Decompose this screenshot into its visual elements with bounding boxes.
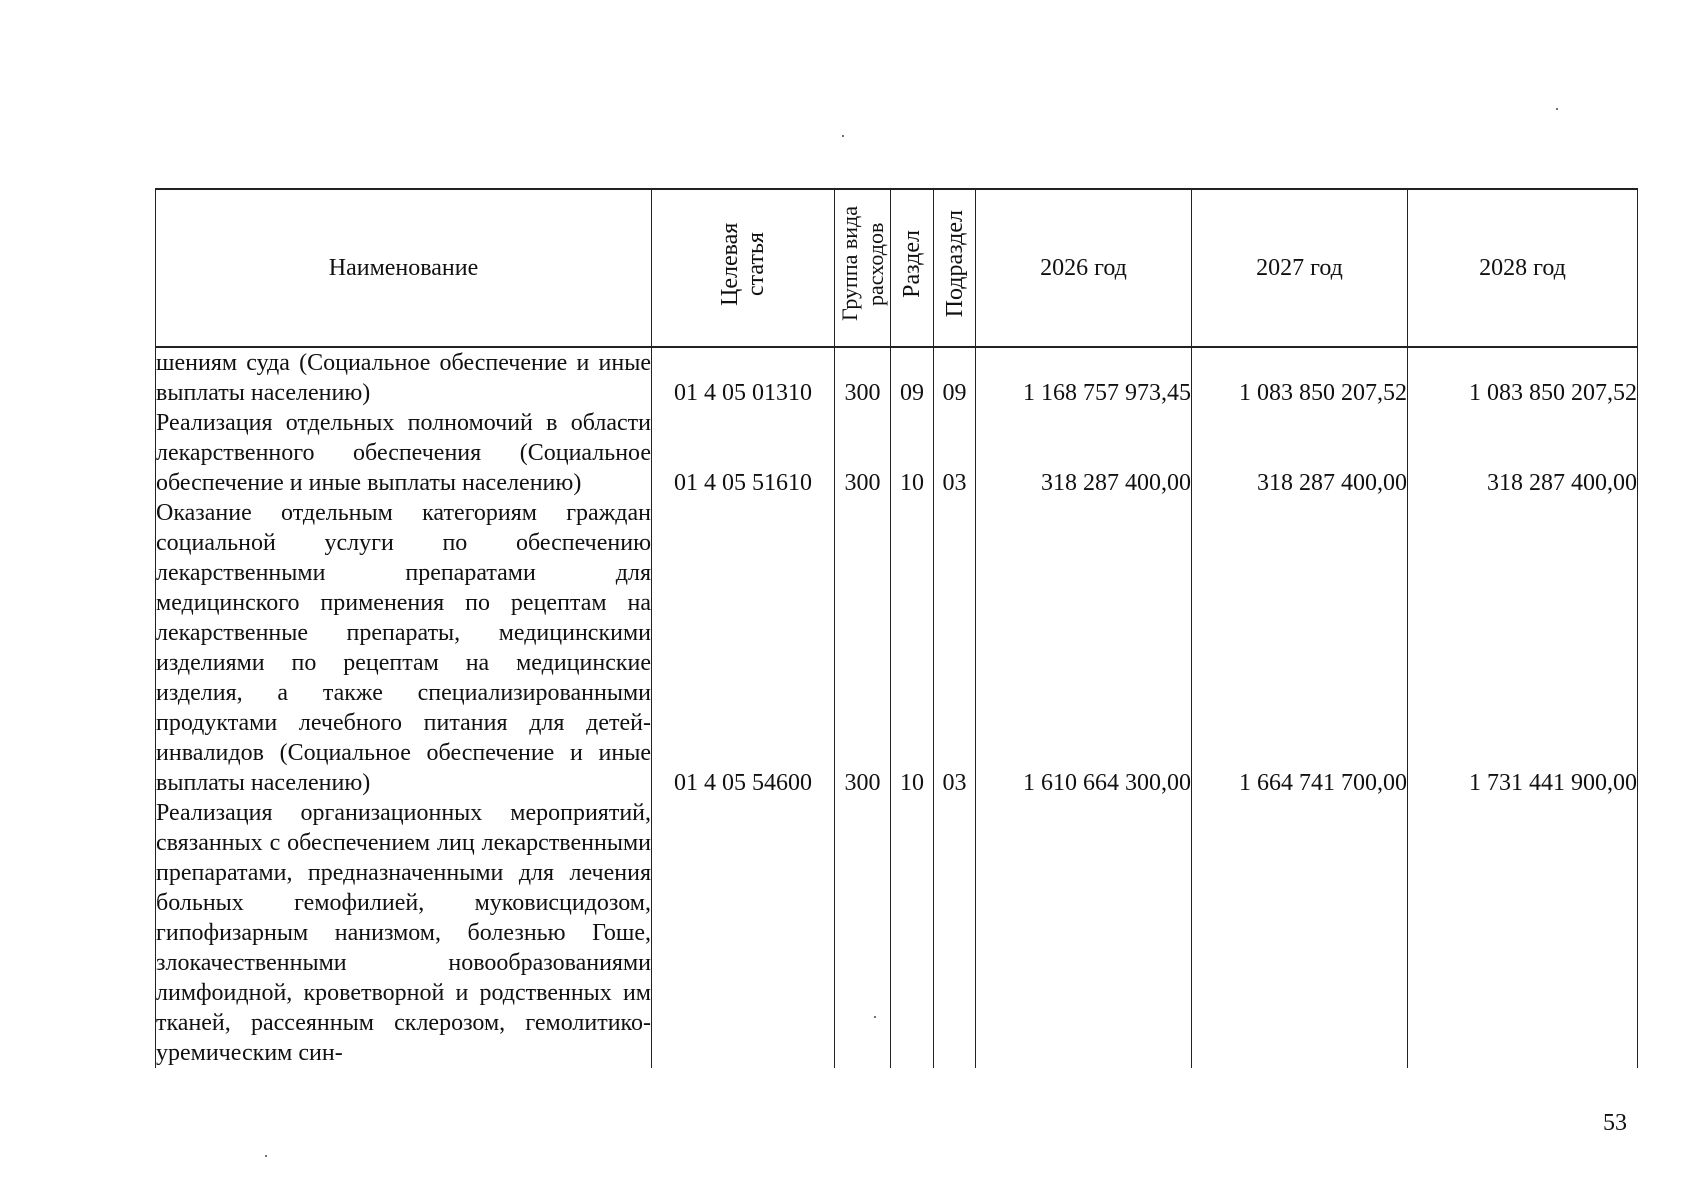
row-target-article: 01 4 05 01310 — [652, 347, 835, 408]
row-expense-group — [835, 798, 891, 1068]
page-number: 53 — [1603, 1110, 1627, 1136]
row-name: Реализация отдельных полномочий в области лекарственного обеспечения (Социальное обеспечение и иные выплаты населению) — [156, 410, 651, 496]
row-subsection: 03 — [934, 498, 976, 798]
header-2026: 2026 год — [976, 189, 1192, 347]
header-target-article: Целевая статья — [717, 222, 769, 306]
table-row — [156, 798, 1638, 1068]
row-section: 10 — [891, 408, 934, 498]
row-2028: 318 287 400,00 — [1408, 408, 1638, 498]
row-section: 10 — [891, 498, 934, 798]
scan-speck — [842, 135, 844, 137]
header-2027: 2027 год — [1192, 189, 1408, 347]
budget-table — [155, 188, 1638, 1068]
row-name: шениям суда (Социальное обеспечение и иные выплаты населению) — [156, 347, 652, 408]
scan-speck — [874, 1016, 876, 1018]
row-subsection: 09 — [934, 347, 976, 408]
header-section: Раздел — [899, 230, 925, 298]
row-2026: 1 610 664 300,00 — [976, 498, 1192, 798]
table-row — [156, 408, 1638, 498]
scan-speck — [265, 1155, 267, 1157]
row-2027: 1 664 741 700,00 — [1192, 498, 1408, 798]
table-header-row — [156, 189, 1638, 347]
row-subsection: 03 — [934, 408, 976, 498]
row-name: Оказание отдельным категориям граждан социальной услуги по обеспечению лекарственными препаратами для медицинского применения по рецептам на лекарственные препараты, медицинскими изделиями по рецептам на медицинские изделия, а также специализированными продуктами лечебного питания для детей-инвалидов (Социальное обеспечение и иные выплаты населению) — [156, 500, 651, 796]
row-2026 — [976, 798, 1192, 1068]
row-2028: 1 731 441 900,00 — [1408, 498, 1638, 798]
row-target-article: 01 4 05 54600 — [652, 498, 835, 798]
row-name: Реализация организационных мероприятий, связанных с обеспечением лиц лекарственными препаратами, предназначенными для лечения больных гемофилией, муковисцидозом, гипофизарным нанизмом, болезнью Гоше, злокачественными новообразованиями лимфоидной, кроветворной и родственных им тканей, рассеянным склерозом, гемолитико-уремическим син- — [156, 800, 651, 1066]
row-2027: 318 287 400,00 — [1192, 408, 1408, 498]
table-row — [156, 347, 1638, 408]
row-section — [891, 798, 934, 1068]
row-2028: 1 083 850 207,52 — [1408, 347, 1638, 408]
row-2027: 1 083 850 207,52 — [1192, 347, 1408, 408]
row-expense-group: 300 — [835, 498, 891, 798]
header-expense-group: Группа вида расходов — [836, 206, 888, 322]
row-expense-group: 300 — [835, 408, 891, 498]
row-target-article: 01 4 05 51610 — [652, 408, 835, 498]
row-2028 — [1408, 798, 1638, 1068]
row-2026: 318 287 400,00 — [976, 408, 1192, 498]
row-target-article — [652, 798, 835, 1068]
table-row — [156, 498, 1638, 798]
row-subsection — [934, 798, 976, 1068]
header-2028: 2028 год — [1408, 189, 1638, 347]
scan-speck — [1556, 108, 1558, 110]
row-2026: 1 168 757 973,45 — [976, 347, 1192, 408]
row-2027 — [1192, 798, 1408, 1068]
row-section: 09 — [891, 347, 934, 408]
header-name: Наименование — [156, 189, 652, 347]
header-subsection: Подраздел — [941, 210, 968, 318]
row-expense-group: 300 — [835, 347, 891, 408]
